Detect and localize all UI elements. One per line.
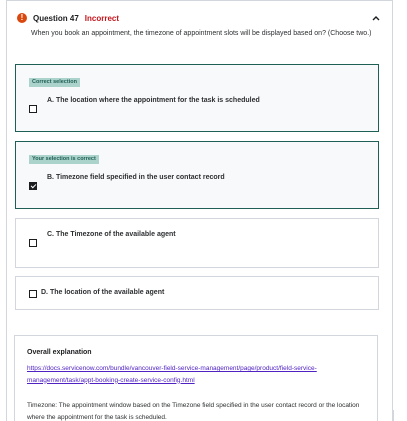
answer-option-b[interactable] — [15, 141, 379, 209]
explanation-panel — [14, 335, 378, 421]
your-selection-correct-badge: Your selection is correct — [29, 155, 99, 164]
correct-selection-badge: Correct selection — [29, 78, 80, 87]
chevron-up-icon — [372, 15, 380, 21]
option-d-label: D. The location of the available agent — [41, 289, 165, 296]
option-c-checkbox[interactable] — [29, 239, 37, 247]
option-c-label: C. The Timezone of the available agent — [47, 231, 176, 238]
option-a-checkbox[interactable] — [29, 105, 37, 113]
question-status: Incorrect — [84, 13, 120, 23]
page-edge — [393, 410, 407, 421]
explanation-link[interactable]: https://docs.servicenow.com/bundle/vancouver-field-service-management/page/product/field-service-management/task/appt-booking-create-service-config.html — [27, 365, 317, 384]
explanation-title: Overall explanation — [27, 349, 92, 356]
option-d-checkbox[interactable] — [29, 290, 37, 298]
option-b-checkbox[interactable] — [29, 182, 37, 190]
question-text: When you book an appointment, the timezone of appointment slots will be displayed based on? (Choose two.) — [31, 30, 372, 37]
answer-option-c[interactable] — [15, 218, 379, 268]
explanation-text: Timezone: The appointment window based on the Timezone field specified in the user contact record or the location where the appointment for the task is scheduled. — [27, 402, 360, 421]
answer-option-d[interactable] — [15, 276, 379, 310]
collapse-button[interactable] — [370, 12, 382, 24]
answer-option-a[interactable] — [15, 64, 379, 132]
question-header[interactable] — [17, 11, 382, 25]
option-b-label: B. Timezone field specified in the user contact record — [47, 174, 225, 181]
question-title: Question 47 — [33, 13, 79, 23]
error-icon: ! — [17, 13, 27, 23]
option-a-label: A. The location where the appointment for the task is scheduled — [47, 97, 260, 104]
